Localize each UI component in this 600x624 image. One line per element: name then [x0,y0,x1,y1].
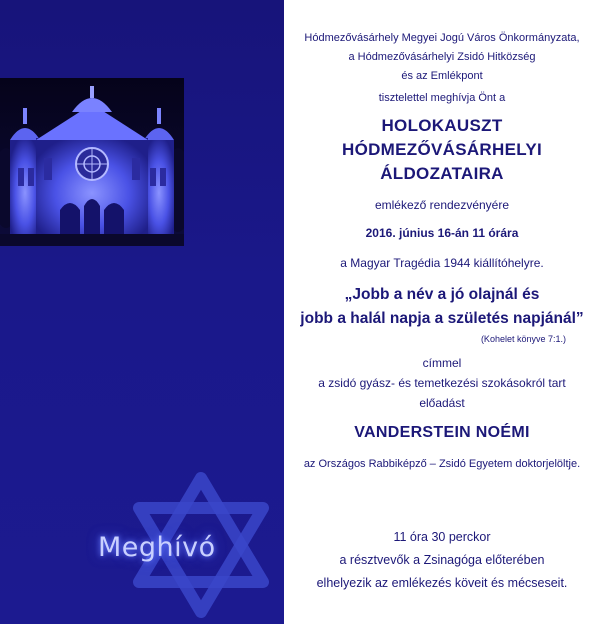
quote-source: (Kohelet könyve 7:1.) [480,334,566,344]
intro-text: tisztelettel meghívja Önt a [378,92,506,104]
event-venue: a Magyar Tragédia 1944 kiállítóhelyre. [340,256,544,270]
speaker-name: VANDERSTEIN NOÉMI [354,424,530,441]
cover-title: Meghívó [98,532,216,563]
lecture-quote-line: jobb a halál napja a születés napjánál” [300,310,584,327]
event-title-line: ÁLDOZATAIRA [380,164,504,183]
lecture-line: a zsidó gyász- és temetkezési szokásokról tart [318,376,566,390]
event-title-line: HOLOKAUSZT [381,116,503,135]
event-title-line: HÓDMEZŐVÁSÁRHELYI [342,140,542,159]
invitation-text [284,0,600,624]
event-datetime: 2016. június 16-án 11 órára [365,226,519,240]
speaker-title: az Országos Rabbiképző – Zsidó Egyetem doktorjelöltje. [303,458,581,470]
host-line: a Hódmezővásárhelyi Zsidó Hitközség [348,51,536,63]
cover-panel [0,0,284,624]
host-line: Hódmezővásárhely Megyei Jogú Város Önkormányzata, [304,32,580,44]
lecture-quote-line: „Jobb a név a jó olajnál és [344,286,540,303]
event-type: emlékező rendezvényére [374,198,510,212]
closing-line: 11 óra 30 perckor [393,530,491,544]
closing-line: a résztvevők a Zsinagóga előterében [339,553,545,567]
synagogue-photo [0,78,184,246]
lecture-line: címmel [422,356,462,370]
lecture-line: előadást [419,396,465,410]
host-line: és az Emlékpont [401,70,483,82]
closing-line: elhelyezik az emlékezés köveit és mécseseit. [316,576,568,590]
